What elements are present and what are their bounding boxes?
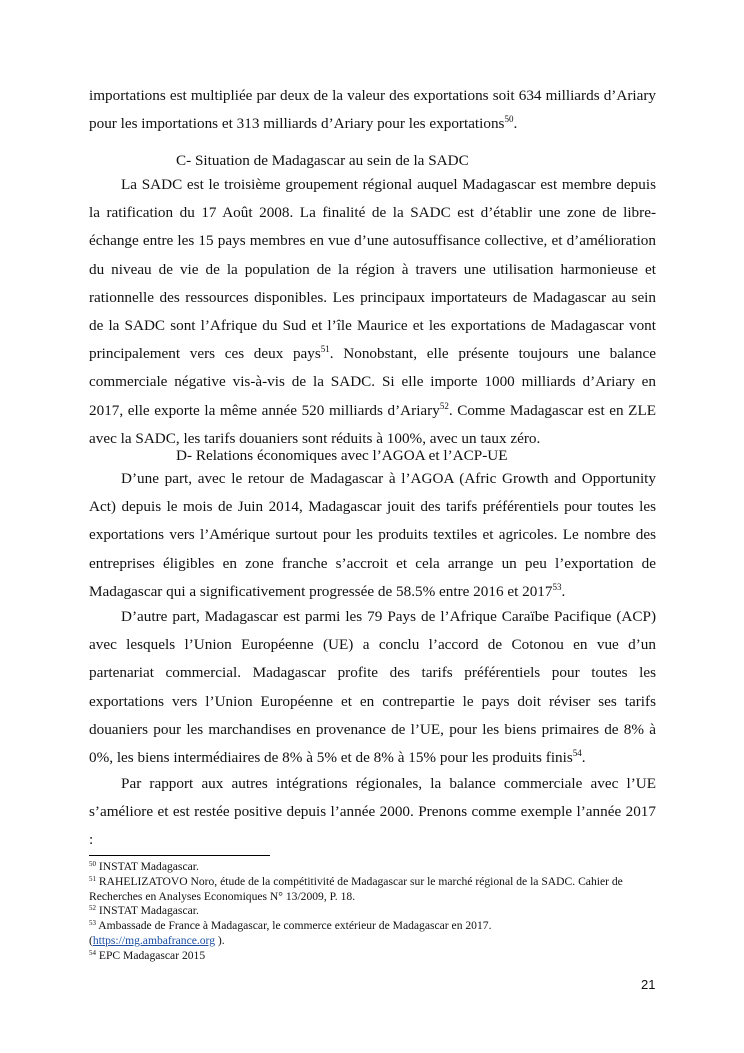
footnote-num: 52	[89, 904, 96, 913]
footnote-text: Ambassade de France à Madagascar, le commerce extérieur de Madagascar en 2017.	[96, 919, 492, 933]
footnote-50	[89, 860, 649, 875]
section-d-paragraph-3: Par rapport aux autres intégrations régionales, la balance commerciale avec l’UE s’améliore et est restée positive depuis l’année 2000. Prenons comme exemple l’année 2017 :	[89, 775, 656, 849]
footnote-52	[89, 904, 649, 919]
footnote-link-close: ).	[215, 933, 225, 947]
footnote-num: 53	[89, 919, 96, 928]
section-c-text-b: . Nonobstant, elle présente toujours une balance commerciale négative vis-à-vis de la SADC. Si elle importe 1000 milliards d’Ariary en 2017, elle exporte la même année 520 milliards d’Ariary	[89, 345, 656, 419]
footnote-num: 50	[89, 860, 96, 868]
section-d-text-1: D’une part, avec le retour de Madagascar à l’AGOA (Afric Growth and Opportunity Act) depuis le mois de Juin 2014, Madagascar jouit des tarifs préférentiels pour toutes les exportations vers l’Amérique surtout pour les produits textiles et agricoles. Le nombre des entreprises éligibles en zone franche s’accroit et cela arrange un peu l’exportation de Madagascar qui a significativement progressée de 58.5% entre 2016 et 2017	[89, 470, 656, 600]
section-c-heading: C- Situation de Madagascar au sein de la SADC	[176, 152, 469, 169]
footnote-link-open: (	[89, 933, 93, 947]
footnote-51	[89, 875, 649, 905]
section-c-text-a: La SADC est le troisième groupement régional auquel Madagascar est membre depuis la ratification du 17 Août 2008. La finalité de la SADC est d’établir une zone de libre-échange entre les 15 pays membres en vue d’une autosuffisance collective, et d’amélioration du niveau de vie de la population de la région à travers une utilisation harmonieuse et rationnelle des ressources disponibles. Les principaux importateurs de Madagascar au sein de la SADC sont l’Afrique du Sud et l’île Maurice et les exportations de Madagascar vont principalement vers ces deux pays	[89, 176, 656, 363]
ambafrance-link[interactable]: https://mg.ambafrance.org	[92, 933, 216, 947]
footnote-ref-51: 51	[320, 344, 330, 355]
paragraph-intro-text: importations est multipliée par deux de la valeur des exportations soit 634 milliards d’Ariary pour les importations et 313 milliards d’Ariary pour les exportations	[89, 87, 656, 133]
footnote-54	[89, 949, 649, 964]
footnote-text: INSTAT Madagascar.	[96, 904, 199, 918]
section-d-text-2-end: .	[581, 749, 586, 767]
section-d-text-1-end: .	[561, 582, 566, 600]
footnote-text: RAHELIZATOVO Noro, étude de la compétitivité de Madagascar sur le marché régional de la SADC. Cahier de Recherches en Analyses Economiques N° 13/2009, P. 18.	[89, 874, 623, 903]
page-number: 21	[641, 977, 656, 992]
paragraph-intro-end: .	[513, 115, 518, 133]
footnote-num: 51	[89, 874, 96, 883]
footnote-num: 54	[89, 948, 96, 957]
footnote-text: EPC Madagascar 2015	[96, 948, 206, 962]
section-d-paragraph-2	[89, 603, 656, 772]
section-c-paragraph	[89, 171, 656, 453]
footnote-53	[89, 919, 649, 949]
paragraph-intro	[89, 82, 656, 138]
section-c-text-c: . Comme Madagascar est en ZLE avec la SADC, les tarifs douaniers sont réduits à 100%, avec un taux zéro.	[89, 401, 656, 447]
section-d-paragraph-1	[89, 465, 656, 606]
footnotes	[89, 860, 649, 964]
footnote-ref-50: 50	[504, 114, 514, 125]
footnote-ref-52: 52	[439, 400, 449, 411]
footnote-ref-53: 53	[552, 581, 562, 592]
section-d-heading: D- Relations économiques avec l’AGOA et l’ACP-UE	[176, 447, 508, 464]
section-d-text-2: D’autre part, Madagascar est parmi les 79 Pays de l’Afrique Caraïbe Pacifique (ACP) avec lesquels l’Union Européenne (UE) a conclu l’accord de Cotonou en vue d’un partenariat commercial. Madagascar profite des tarifs préférentiels pour toutes les exportations vers l’Union Européenne et en contrepartie le pays doit réviser ses tarifs douaniers pour les marchandises en provenance de l’UE, pour les biens primaires de 8% à 0%, les biens intermédiaires de 8% à 5% et de 8% à 15% pour les produits finis	[89, 608, 656, 767]
footnote-ref-54: 54	[572, 748, 582, 759]
footnote-text: INSTAT Madagascar.	[96, 860, 199, 873]
footnote-separator	[89, 855, 270, 856]
